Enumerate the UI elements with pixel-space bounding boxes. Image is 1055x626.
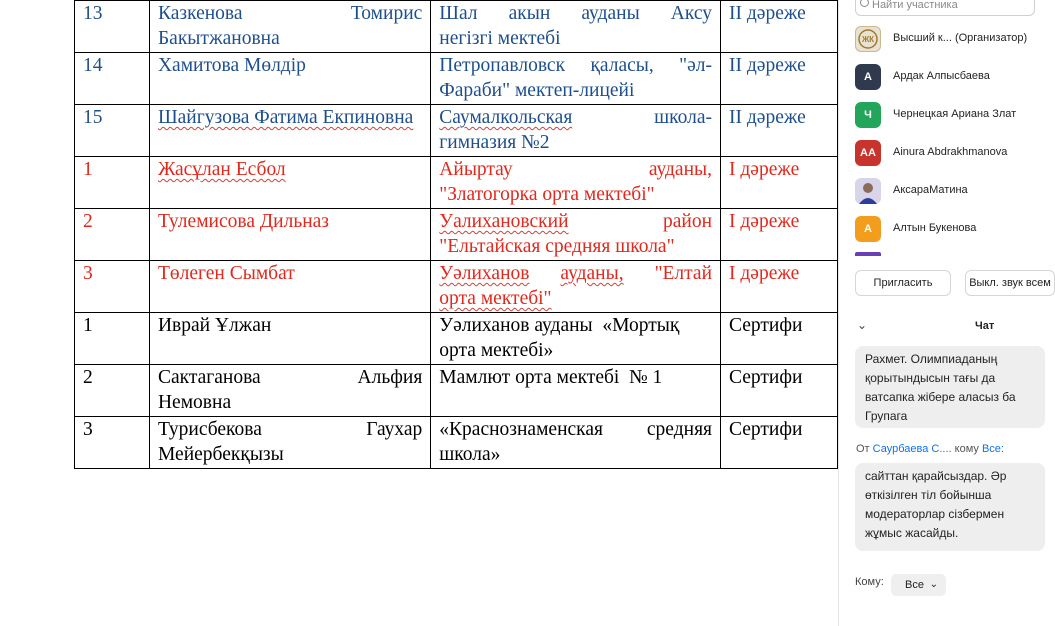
school-cell xyxy=(431,1,721,53)
recipient-select[interactable] xyxy=(891,574,946,596)
degree-cell: I дәреже xyxy=(721,157,838,209)
name-word: Казкенова xyxy=(157,3,243,24)
participant-name-cell xyxy=(149,313,430,365)
svg-text:ЖК: ЖК xyxy=(861,35,875,44)
recipient-name: Все: xyxy=(981,443,1004,455)
school-line: школа» xyxy=(439,444,501,465)
school-word: средняя xyxy=(646,419,713,440)
participant-name: Высший к... (Организатор) xyxy=(893,32,1028,44)
school-word: ауданы, xyxy=(560,263,624,284)
school-word: школа- xyxy=(654,107,713,128)
school-word: ауданы xyxy=(581,3,640,24)
school-line: гимназия №2 xyxy=(439,132,550,153)
mute-all-button[interactable]: Выкл. звук всем xyxy=(965,270,1055,296)
school-line: орта мектебі" xyxy=(439,288,552,309)
table-row xyxy=(75,365,838,417)
degree-cell: I дәреже xyxy=(721,261,838,313)
participant-name: Алтын Букенова xyxy=(893,222,977,234)
school-cell xyxy=(431,105,721,157)
name-line: Хамитова Мөлдір xyxy=(157,55,306,76)
table-row xyxy=(75,313,838,365)
name-word: Гаухар xyxy=(366,419,423,440)
from-label: От xyxy=(856,443,870,455)
chat-title: Чат xyxy=(975,320,995,332)
avatar: А xyxy=(855,64,881,90)
participant-name-cell xyxy=(149,1,430,53)
chat-message: Рахмет. Олимпиаданың қорытындысын тағы да ватсапка жібере аласыз ба Групага xyxy=(855,346,1045,428)
participant-name-cell xyxy=(149,417,430,469)
degree-cell: II дәреже xyxy=(721,105,838,157)
meeting-side-panel xyxy=(838,0,1051,626)
row-number: 2 xyxy=(75,209,150,261)
degree-cell: Сертифи xyxy=(721,417,838,469)
school-cell xyxy=(431,261,721,313)
participant-item[interactable] xyxy=(855,138,1035,168)
school-word: район xyxy=(662,211,713,232)
school-cell xyxy=(431,209,721,261)
participant-name: Чернецкая Ариана Злат xyxy=(893,108,1017,120)
participant-name-cell xyxy=(149,105,430,157)
chat-message: сайттан қарайсыздар. Әр өткізілген тіл бойынша модераторлар сізбермен жұмыс жасайды. xyxy=(855,463,1045,551)
name-word: Альфия xyxy=(357,367,423,388)
school-line: "Ельтайская средняя школа" xyxy=(439,236,675,257)
row-number: 3 xyxy=(75,261,150,313)
row-number: 15 xyxy=(75,105,150,157)
school-cell xyxy=(431,313,721,365)
participant-name: АксараМатина xyxy=(893,184,968,196)
name-line: Иврай Ұлжан xyxy=(157,315,272,336)
table-row xyxy=(75,53,838,105)
table-row xyxy=(75,105,838,157)
table-row xyxy=(75,1,838,53)
avatar xyxy=(855,26,881,52)
degree-cell: II дәреже xyxy=(721,1,838,53)
degree-cell: I дәреже xyxy=(721,209,838,261)
school-word: Шал xyxy=(439,3,478,24)
school-word: Аксу xyxy=(670,3,713,24)
school-line: Мамлют орта мектебі № 1 xyxy=(439,367,663,388)
participant-name: Ainura Abdrakhmanova xyxy=(893,146,1008,158)
avatar-partial xyxy=(855,252,881,256)
row-number: 14 xyxy=(75,53,150,105)
participant-name-cell xyxy=(149,261,430,313)
school-line: Фараби" мектеп-лицейі xyxy=(439,80,635,101)
school-word: «Краснознаменская xyxy=(439,419,603,440)
school-word: Уәлиханов xyxy=(439,263,530,284)
participant-item[interactable] xyxy=(855,24,1035,54)
school-word: "әл- xyxy=(679,55,712,76)
name-word: Турисбекова xyxy=(157,419,262,440)
degree-cell: Сертифи xyxy=(721,313,838,365)
user-photo-icon xyxy=(855,178,881,204)
name-line: Жасұлан Есбол xyxy=(157,159,286,180)
name-line: Төлеген Сымбат xyxy=(157,263,295,284)
message-sender-line xyxy=(856,443,1004,455)
school-word: "Елтай xyxy=(654,263,713,284)
to-label: Кому: xyxy=(855,576,884,588)
row-number: 13 xyxy=(75,1,150,53)
school-cell xyxy=(431,157,721,209)
search-placeholder: Найти участника xyxy=(872,0,958,11)
school-cell xyxy=(431,53,721,105)
row-number: 3 xyxy=(75,417,150,469)
chevron-down-icon[interactable]: ⌄ xyxy=(857,318,868,332)
participant-search-input[interactable] xyxy=(855,0,1035,16)
school-word: ауданы, xyxy=(648,159,713,180)
participant-name-cell xyxy=(149,53,430,105)
school-word: Уалихановский xyxy=(439,211,569,232)
row-number: 1 xyxy=(75,313,150,365)
participant-item[interactable] xyxy=(855,214,1035,244)
school-line: Уәлиханов ауданы «Мортық xyxy=(439,315,680,336)
row-number: 2 xyxy=(75,365,150,417)
degree-cell: II дәреже xyxy=(721,53,838,105)
name-line: Немовна xyxy=(157,392,232,413)
row-number: 1 xyxy=(75,157,150,209)
avatar: Ч xyxy=(855,102,881,128)
school-word: Айыртау xyxy=(439,159,513,180)
avatar: А xyxy=(855,216,881,242)
school-word: қаласы, xyxy=(590,55,654,76)
school-word: Саумалкольская xyxy=(439,107,573,128)
avatar xyxy=(855,178,881,204)
participant-item[interactable] xyxy=(855,176,1035,206)
participant-name-cell xyxy=(149,209,430,261)
chat-header xyxy=(839,312,1025,340)
school-word: акын xyxy=(508,3,551,24)
table-row xyxy=(75,157,838,209)
table-row xyxy=(75,417,838,469)
participant-name-cell xyxy=(149,365,430,417)
organization-logo-icon xyxy=(856,27,880,51)
search-icon xyxy=(860,0,869,7)
table-row xyxy=(75,209,838,261)
participant-name: Ардак Алпысбаева xyxy=(893,70,990,82)
chevron-down-icon: ⌄ xyxy=(929,579,938,590)
name-word: Томирис xyxy=(350,3,423,24)
school-cell xyxy=(431,417,721,469)
school-line: негізгі мектебі xyxy=(439,28,561,49)
to-word: кому xyxy=(954,443,979,455)
avatar: AA xyxy=(855,140,881,166)
recipient-value: Все xyxy=(905,579,924,591)
table-row xyxy=(75,261,838,313)
degree-cell: Сертифи xyxy=(721,365,838,417)
participant-item[interactable] xyxy=(855,62,1035,92)
sender-name[interactable]: Саурбаева С.... xyxy=(872,443,952,455)
participant-item[interactable] xyxy=(855,100,1035,130)
school-line: орта мектебі» xyxy=(439,340,554,361)
name-line: Тулемисова Дильназ xyxy=(157,211,330,232)
name-line: Шайгузова Фатима Екпиновна xyxy=(157,107,414,128)
name-word: Сактаганова xyxy=(157,367,261,388)
results-table xyxy=(74,0,838,469)
participant-name-cell xyxy=(149,157,430,209)
school-line: "Златогорка орта мектебі" xyxy=(439,184,655,205)
invite-button[interactable]: Пригласить xyxy=(855,270,951,296)
name-line: Мейербекқызы xyxy=(157,444,284,465)
school-word: Петропавловск xyxy=(439,55,566,76)
school-cell xyxy=(431,365,721,417)
name-line: Бакытжановна xyxy=(157,28,280,49)
